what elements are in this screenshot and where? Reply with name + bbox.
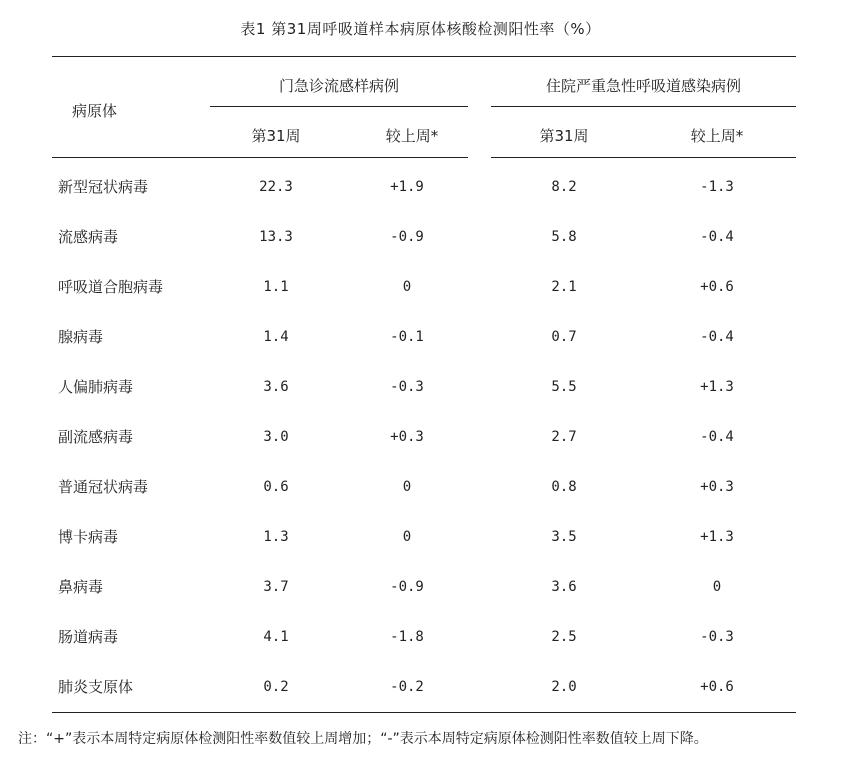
table-title: 表1 第31周呼吸道样本病原体核酸检测阳性率（%） xyxy=(240,20,601,38)
inpatient-week-value: 2.7 xyxy=(551,429,577,445)
outpatient-week-value: 0.6 xyxy=(263,479,289,495)
column-header-pathogen: 病原体 xyxy=(72,102,118,120)
inpatient-change-value: -0.4 xyxy=(700,229,734,245)
pathogen-name: 副流感病毒 xyxy=(58,428,134,446)
inpatient-week-value: 0.8 xyxy=(551,479,577,495)
outpatient-change-value: -0.1 xyxy=(390,329,424,345)
inpatient-change-value: +0.6 xyxy=(700,279,734,295)
outpatient-change-value: 0 xyxy=(402,279,412,295)
outpatient-week-value: 1.3 xyxy=(263,529,289,545)
pathogen-name: 鼻病毒 xyxy=(58,578,104,596)
outpatient-change-value: +1.9 xyxy=(390,179,424,195)
pathogen-name: 普通冠状病毒 xyxy=(58,478,149,496)
pathogen-name: 流感病毒 xyxy=(58,228,119,246)
outpatient-change-value: 0 xyxy=(402,479,412,495)
outpatient-change-value: -0.3 xyxy=(390,379,424,395)
inpatient-week-value: 5.5 xyxy=(551,379,577,395)
inpatient-week-value: 2.0 xyxy=(551,679,577,695)
inpatient-change-value: -0.4 xyxy=(700,429,734,445)
inpatient-week-value: 5.8 xyxy=(551,229,577,245)
pathogen-name: 呼吸道合胞病毒 xyxy=(58,278,164,296)
outpatient-week-value: 4.1 xyxy=(263,629,289,645)
group-header-outpatient: 门急诊流感样病例 xyxy=(278,77,399,95)
outpatient-change-value: -1.8 xyxy=(390,629,424,645)
inpatient-week-value: 2.1 xyxy=(551,279,577,295)
outpatient-change-value: -0.9 xyxy=(390,229,424,245)
inpatient-change-value: +0.3 xyxy=(700,479,734,495)
outpatient-week-value: 22.3 xyxy=(259,179,293,195)
column-header-outpatient-week: 第31周 xyxy=(251,127,301,145)
pathogen-name: 肠道病毒 xyxy=(58,628,119,646)
pathogen-name: 新型冠状病毒 xyxy=(58,178,149,196)
inpatient-week-value: 3.6 xyxy=(551,579,577,595)
inpatient-week-value: 8.2 xyxy=(551,179,577,195)
column-header-inpatient-week: 第31周 xyxy=(539,127,589,145)
outpatient-week-value: 3.0 xyxy=(263,429,289,445)
inpatient-change-value: 0 xyxy=(712,579,722,595)
inpatient-week-value: 2.5 xyxy=(551,629,577,645)
outpatient-week-value: 3.7 xyxy=(263,579,289,595)
column-header-outpatient-change: 较上周* xyxy=(385,127,439,145)
pathogen-name: 肺炎支原体 xyxy=(58,678,134,696)
pathogen-name: 博卡病毒 xyxy=(58,528,119,546)
column-header-inpatient-change: 较上周* xyxy=(690,127,744,145)
group-rule-inpatient xyxy=(491,106,796,107)
outpatient-change-value: -0.9 xyxy=(390,579,424,595)
pathogen-name: 人偏肺病毒 xyxy=(58,378,134,396)
outpatient-week-value: 1.1 xyxy=(263,279,289,295)
outpatient-week-value: 13.3 xyxy=(259,229,293,245)
outpatient-change-value: -0.2 xyxy=(390,679,424,695)
inpatient-change-value: +1.3 xyxy=(700,529,734,545)
inpatient-week-value: 0.7 xyxy=(551,329,577,345)
header-bottom-rule-right xyxy=(491,157,796,158)
table-top-rule xyxy=(52,56,796,57)
group-header-inpatient: 住院严重急性呼吸道感染病例 xyxy=(545,77,741,95)
inpatient-change-value: +0.6 xyxy=(700,679,734,695)
inpatient-week-value: 3.5 xyxy=(551,529,577,545)
table-footnote: 注：“+”表示本周特定病原体检测阳性率数值较上周增加；“-”表示本周特定病原体检测阳性率数值较上周下降。 xyxy=(18,731,708,747)
inpatient-change-value: -0.3 xyxy=(700,629,734,645)
inpatient-change-value: -1.3 xyxy=(700,179,734,195)
inpatient-change-value: +1.3 xyxy=(700,379,734,395)
header-bottom-rule-left xyxy=(52,157,468,158)
pathogen-name: 腺病毒 xyxy=(58,328,104,346)
outpatient-week-value: 3.6 xyxy=(263,379,289,395)
table-bottom-rule xyxy=(52,712,796,713)
outpatient-week-value: 0.2 xyxy=(263,679,289,695)
outpatient-change-value: +0.3 xyxy=(390,429,424,445)
outpatient-change-value: 0 xyxy=(402,529,412,545)
inpatient-change-value: -0.4 xyxy=(700,329,734,345)
group-rule-outpatient xyxy=(210,106,468,107)
outpatient-week-value: 1.4 xyxy=(263,329,289,345)
